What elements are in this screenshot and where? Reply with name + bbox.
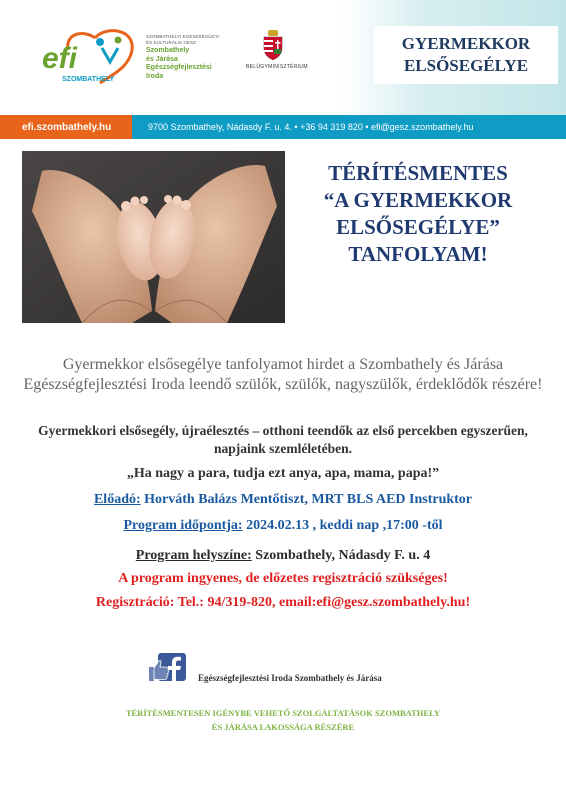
venue-value: Szombathely, Nádasdy F. u. 4 — [251, 548, 431, 563]
intro-subtext: Gyermekkori elsősegély, újraélesztés – otthoni teendők az első percekben egyszerűen, napjaink szemléletében. — [38, 423, 528, 456]
efi-logo-subtext: SZOMBATHELY — [62, 76, 115, 83]
headline-line-1: TÉRÍTÉSMENTES — [328, 161, 508, 185]
headline-line-4: TANFOLYAM! — [348, 242, 488, 266]
contact-info: 9700 Szombathely, Nádasdy F. u. 4. • +36 94 319 820 • efi@gesz.szombathely.hu — [148, 122, 474, 132]
registration-info[interactable]: Regisztráció: Tel.: 94/319-820, email:efi@gesz.szombathely.hu! — [95, 595, 471, 610]
header-title-line-2: ELSŐSEGÉLYE — [403, 56, 529, 75]
headline-line-2: “A GYERMEKKOR — [323, 188, 513, 212]
presenter-value: Horváth Balázs Mentőtiszt, MRT BLS AED Instruktor — [140, 492, 473, 507]
org-name-green — [146, 47, 246, 81]
footer-line-1: TÉRÍTÉSMENTESEN IGÉNYBE VEHETŐ SZOLGÁLTATÁSOK SZOMBATHELY — [125, 708, 441, 718]
org-green-line-3: Egészségfejlesztési — [146, 64, 212, 71]
quote-text: „Ha nagy a para, tudja ezt anya, apa, mama, papa!” — [126, 466, 440, 481]
date-row — [0, 518, 566, 534]
presenter-row — [0, 492, 566, 508]
org-green-line-1: Szombathely — [146, 47, 190, 54]
headline-line-3: ELSŐSEGÉLYE” — [336, 215, 500, 239]
efi-logo-text: efi — [42, 42, 78, 75]
venue-label: Program helyszíne: — [135, 548, 252, 563]
org-green-line-4: Iroda — [146, 72, 164, 80]
presenter-label: Előadó: — [93, 492, 141, 507]
org-green-line-2: és Járása — [146, 55, 178, 63]
org-small-line-2: ÉS KULTURÁLIS GESZ — [146, 40, 196, 45]
footer-line-2: ÉS JÁRÁSA LAKOSSÁGA RÉSZÉRE — [211, 722, 355, 732]
date-label: Program időpontja: — [123, 518, 243, 533]
efi-logo — [40, 28, 140, 88]
intro-text: Gyermekkor elsősegélye tanfolyamot hirdet a Szombathely és Járása Egészségfejlesztési Iroda leendő szülők, szülők, nagyszülők, érdeklődők részére! — [23, 356, 543, 393]
contact-bar — [0, 115, 566, 139]
header-title-line-1: GYERMEKKOR — [401, 34, 531, 53]
headline — [292, 160, 544, 268]
free-notice: A program ingyenes, de előzetes regisztráció szükséges! — [118, 571, 448, 586]
ministry-label: BELÜGYMINISZTÉRIUM — [246, 64, 308, 70]
hands-baby-feet-photo — [22, 151, 285, 323]
date-value: 2024.02.13 , keddi nap ,17:00 -től — [242, 518, 443, 533]
website-link[interactable]: efi.szombathely.hu — [0, 115, 132, 139]
org-name-small — [146, 34, 246, 46]
footer — [0, 706, 566, 734]
venue-row — [0, 548, 566, 564]
coat-of-arms-icon — [262, 30, 284, 60]
header-title-box — [374, 26, 558, 84]
facebook-page-label[interactable]: Egészségfejlesztési Iroda Szombathely és Járása — [198, 673, 382, 683]
facebook-like-icon[interactable] — [148, 653, 186, 683]
org-small-line-1: SZOMBATHELYI EGÉSZSÉGÜGYI — [146, 34, 220, 39]
